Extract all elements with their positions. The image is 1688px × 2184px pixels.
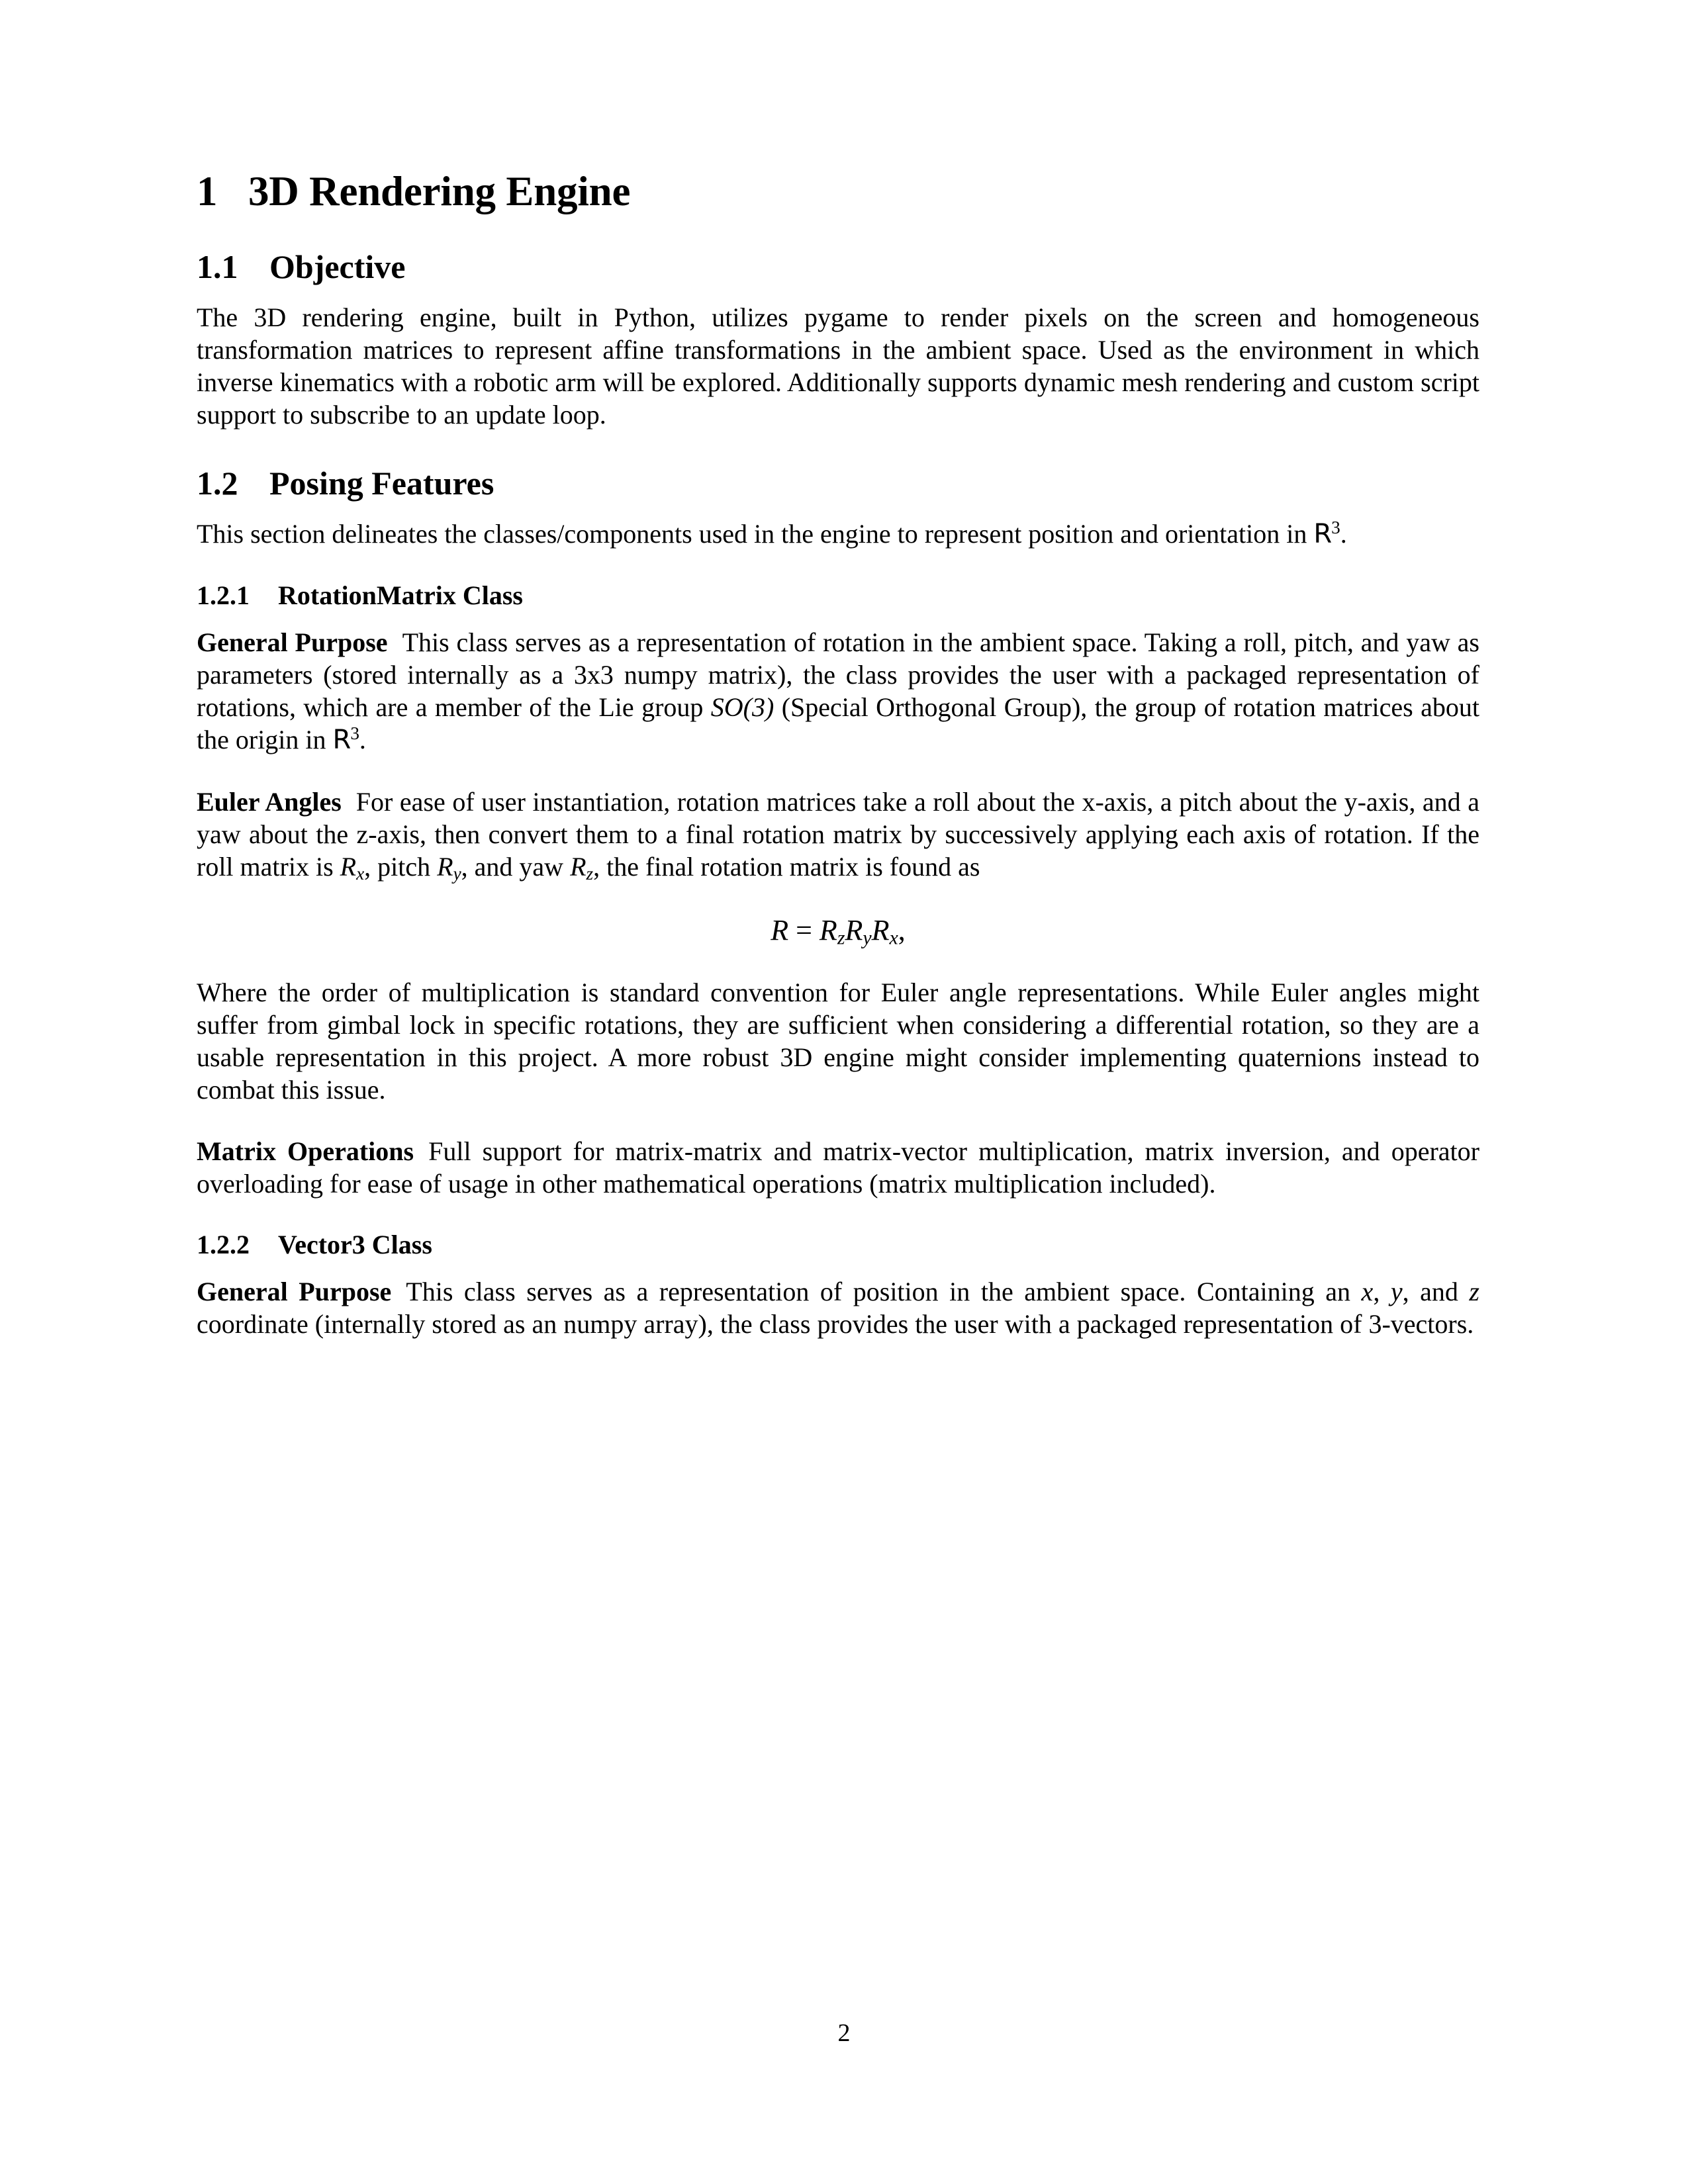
- eq-term-Ry: R: [845, 914, 863, 947]
- page-content: [197, 169, 1479, 1340]
- heading-section-1-1-number: 1.1: [197, 248, 238, 286]
- math-so3: SO(3): [710, 692, 774, 723]
- page-number: 2: [837, 2019, 851, 2047]
- heading-section-1-2-2: [197, 1230, 1479, 1259]
- eq-equals-sign: =: [796, 914, 812, 947]
- blackboard-R-symbol: R: [1313, 519, 1332, 550]
- heading-section-1-2-title: Posing Features: [269, 465, 494, 502]
- math-Ry-subscript: y: [453, 864, 461, 884]
- heading-section-1-title: 3D Rendering Engine: [248, 168, 631, 214]
- math-Rx-subscript: x: [356, 864, 365, 884]
- heading-section-1-2-1-title: RotationMatrix Class: [278, 580, 523, 611]
- eq-term-Ry-subscript: y: [863, 927, 872, 949]
- math-Rz-subscript: z: [586, 864, 594, 884]
- v3-text-b: ,: [1373, 1277, 1391, 1307]
- eq-term-Rx-subscript: x: [889, 927, 898, 949]
- eq-term-Rz-subscript: z: [837, 927, 845, 949]
- after-equation-paragraph: Where the order of multiplication is standard convention for Euler angle representations. While Euler angles might suffer from gimbal lock in specific rotations, they are sufficient when considering a differential rotation, so they are a usable representation in this project. A more robust 3D engine might consider implementing quaternions instead to combat this issue.: [197, 978, 1479, 1105]
- matrix-operations-text: Full support for matrix-matrix and matrix-vector multiplication, matrix inversion, and operator overloading for ease of usage in other mathematical operations (matrix multiplication included).: [197, 1136, 1479, 1199]
- heading-section-1: [197, 169, 1479, 214]
- gp-text-a: This class serves as a representation of rotation in the ambient space. Taking a roll, pitch, and yaw as parameters (stored internally as a 3x3 numpy matrix), the class provides the user with a packaged representation of rotations, which are a member of the Lie group: [197, 627, 1480, 723]
- runin-label-general-purpose: General Purpose: [197, 627, 388, 658]
- v3-text-a: This class serves as a representation of position in the ambient space. Containing an: [406, 1277, 1362, 1307]
- eq-term-Rx: R: [871, 914, 890, 947]
- eq-trailing-comma: ,: [898, 914, 906, 947]
- math-z: z: [1469, 1277, 1479, 1307]
- heading-section-1-1: [197, 249, 1479, 285]
- v3-text-d: coordinate (internally stored as an numpy array), the class provides the user with a packaged representation of 3-vectors.: [197, 1309, 1474, 1340]
- math-Ry: R: [437, 852, 453, 882]
- rotationmatrix-general-purpose-paragraph: [197, 626, 1479, 756]
- euler-text-d: , the final rotation matrix is found as: [593, 852, 980, 882]
- heading-section-1-2-1-number: 1.2.1: [197, 580, 250, 611]
- v3-text-c: , and: [1402, 1277, 1470, 1307]
- heading-section-1-2-2-number: 1.2.2: [197, 1230, 250, 1260]
- math-Rx: R: [340, 852, 357, 882]
- objective-paragraph: The 3D rendering engine, built in Python, utilizes pygame to render pixels on the screen and homogeneous transformation matrices to represent affine transformations in the ambient space. Used as the environment in which inverse kinematics with a robotic arm will be explored. Additionally supports dynamic mesh rendering and custom script support to subscribe to an update loop.: [197, 302, 1479, 430]
- euler-angles-paragraph: [197, 786, 1479, 883]
- math-x: x: [1361, 1277, 1374, 1307]
- eq-lhs-R: R: [771, 914, 789, 947]
- gp-text-c: .: [359, 725, 366, 755]
- math-Rz: R: [570, 852, 586, 882]
- euler-text-b: , pitch: [364, 852, 438, 882]
- eq-term-Rz: R: [819, 914, 837, 947]
- runin-label-general-purpose: General Purpose: [197, 1277, 392, 1307]
- math-y: y: [1390, 1277, 1403, 1307]
- euler-text-a: For ease of user instantiation, rotation matrices take a roll about the x-axis, a pitch about the y-axis, and a yaw about the z-axis, then convert them to a final rotation matrix by successively applying each axis of rotation. If the roll matrix is: [197, 787, 1480, 882]
- matrix-operations-paragraph: [197, 1135, 1479, 1200]
- heading-section-1-1-title: Objective: [269, 248, 406, 286]
- posing-features-intro-paragraph: [197, 518, 1479, 551]
- heading-section-1-2-number: 1.2: [197, 465, 238, 502]
- heading-section-1-2-2-title: Vector3 Class: [278, 1230, 432, 1260]
- exponent-3: 3: [1331, 518, 1340, 538]
- gp-text-b: (Special Orthogonal Group), the group of rotation matrices about the origin in: [197, 692, 1479, 755]
- runin-label-euler-angles: Euler Angles: [197, 787, 342, 817]
- runin-label-matrix-operations: Matrix Operations: [197, 1136, 414, 1167]
- vector3-general-purpose-paragraph: [197, 1275, 1479, 1340]
- posing-intro-text-b: .: [1340, 519, 1347, 549]
- blackboard-R-symbol: R: [332, 725, 351, 756]
- posing-intro-text-a: This section delineates the classes/components used in the engine to represent position and orientation in: [197, 519, 1314, 549]
- euler-text-c: , and yaw: [461, 852, 571, 882]
- heading-section-1-number: 1: [197, 168, 218, 214]
- display-equation-rotation-composition: [197, 913, 1479, 948]
- heading-section-1-2: [197, 465, 1479, 502]
- exponent-3: 3: [350, 723, 359, 744]
- heading-section-1-2-1: [197, 581, 1479, 610]
